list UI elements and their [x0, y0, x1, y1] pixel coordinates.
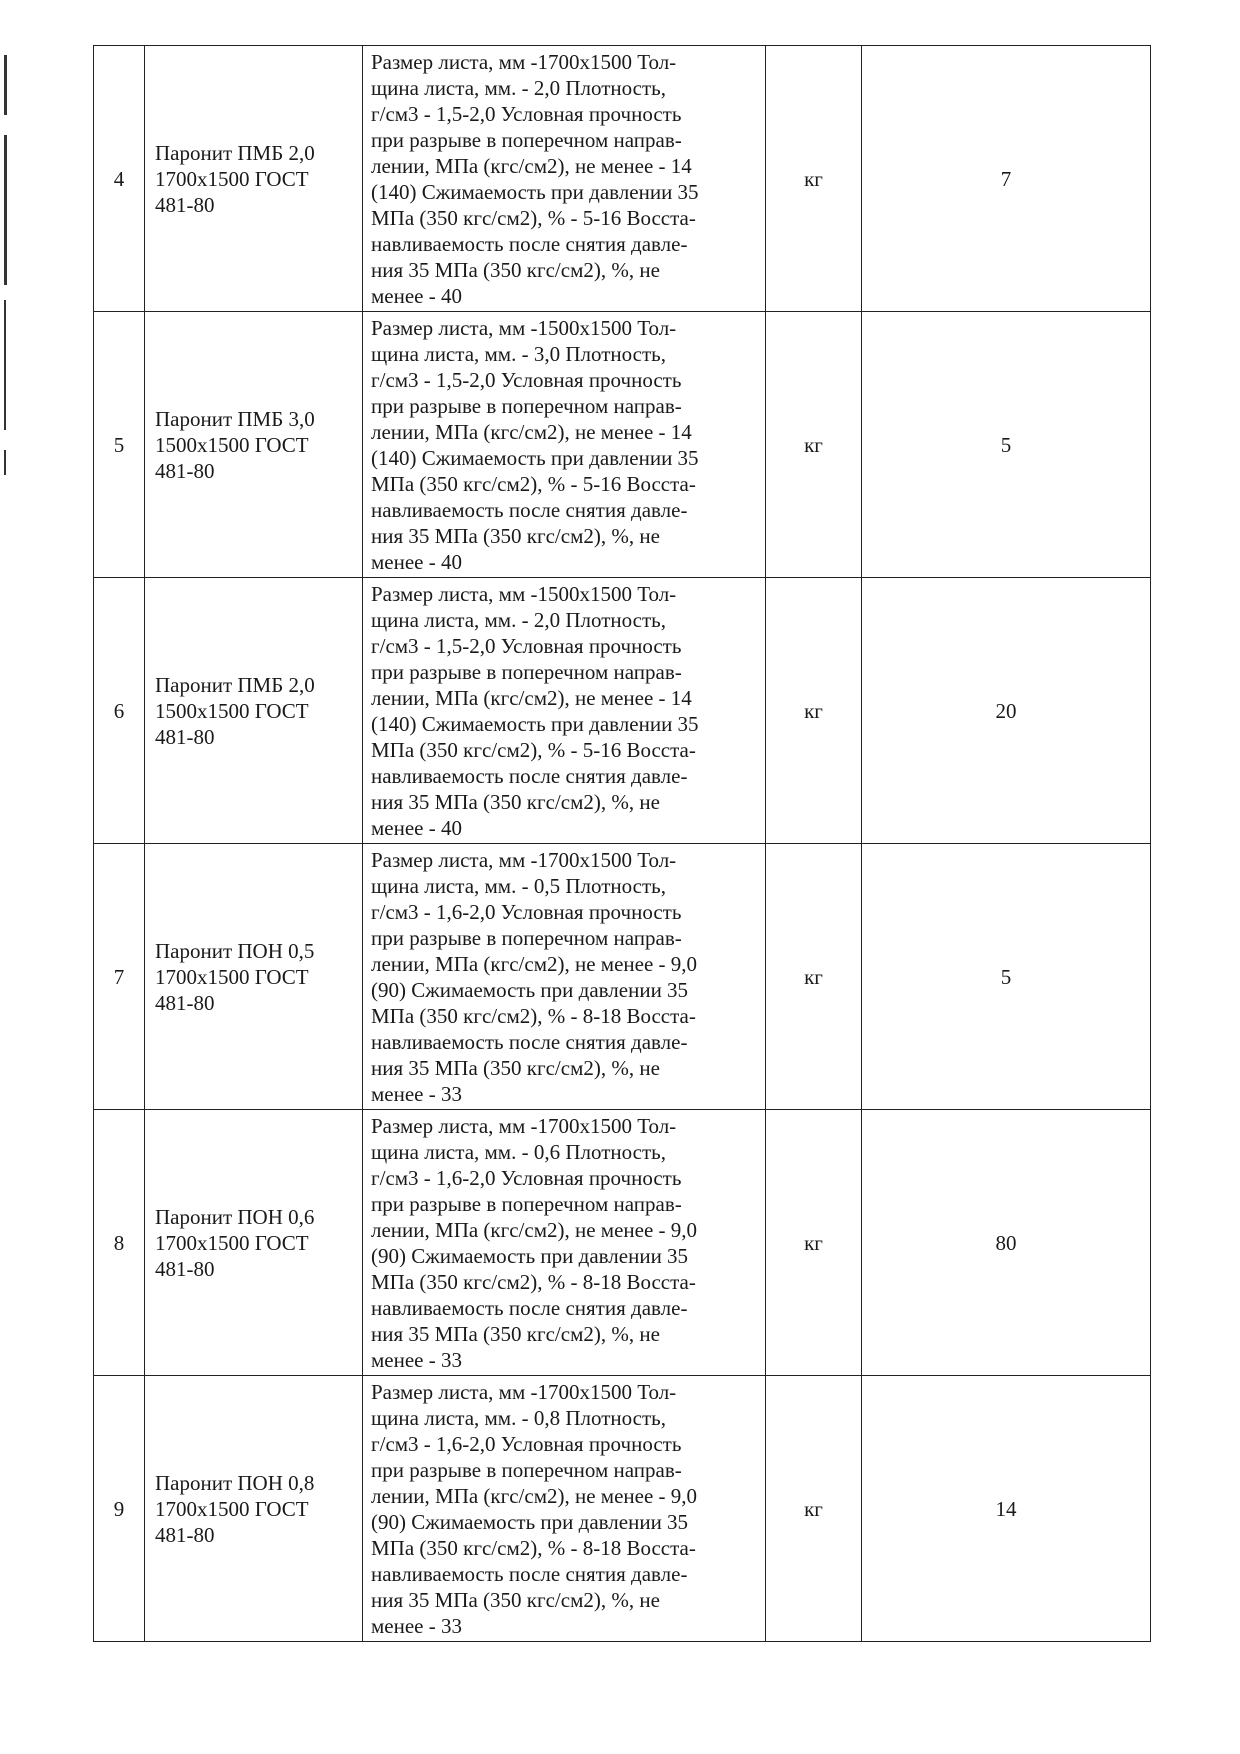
unit-cell: кг: [766, 1376, 862, 1642]
materials-table: [93, 45, 1151, 1642]
specification-line: щина листа, мм. - 0,6 Плотность,: [371, 1139, 666, 1164]
item-name-cell: [145, 312, 363, 578]
item-name-line: 1700х1500 ГОСТ: [155, 964, 309, 989]
item-name-line: 481-80: [155, 192, 215, 217]
specification-line: навливаемость после снятия давле-: [371, 1561, 688, 1586]
specification-line: г/см3 - 1,5-2,0 Условная прочность: [371, 633, 682, 658]
scan-artifact: [4, 135, 7, 285]
item-name-line: 481-80: [155, 458, 215, 483]
specification-line: щина листа, мм. - 0,5 Плотность,: [371, 873, 666, 898]
unit-cell: кг: [766, 844, 862, 1110]
specification-line: (140) Сжимаемость при давлении 35: [371, 445, 699, 470]
item-specification-cell: [363, 312, 766, 578]
scan-artifact: [4, 55, 7, 115]
item-specification-cell: [363, 844, 766, 1110]
item-name-line: 1700х1500 ГОСТ: [155, 1496, 309, 1521]
specification-line: менее - 40: [371, 283, 462, 308]
quantity-cell: 20: [862, 578, 1151, 844]
specification-line: при разрыве в поперечном направ-: [371, 659, 682, 684]
item-name-line: Паронит ПОН 0,5: [155, 938, 315, 963]
table-row: [94, 1376, 1151, 1642]
specification-line: менее - 33: [371, 1613, 462, 1638]
unit-cell: кг: [766, 312, 862, 578]
item-name-line: 1700х1500 ГОСТ: [155, 166, 309, 191]
item-specification-cell: [363, 578, 766, 844]
specification-line: г/см3 - 1,6-2,0 Условная прочность: [371, 1431, 682, 1456]
specification-line: лении, МПа (кгс/см2), не менее - 14: [371, 685, 692, 710]
specification-line: Размер листа, мм -1700х1500 Тол-: [371, 49, 677, 74]
specification-line: ния 35 МПа (350 кгс/см2), %, не: [371, 1587, 660, 1612]
specification-line: навливаемость после снятия давле-: [371, 763, 688, 788]
item-name-line: 1500х1500 ГОСТ: [155, 432, 309, 457]
item-specification-cell: [363, 1376, 766, 1642]
quantity-cell: 14: [862, 1376, 1151, 1642]
item-name-line: 481-80: [155, 1522, 215, 1547]
specification-line: ния 35 МПа (350 кгс/см2), %, не: [371, 257, 660, 282]
specification-line: навливаемость после снятия давле-: [371, 497, 688, 522]
specification-line: при разрыве в поперечном направ-: [371, 925, 682, 950]
specification-line: менее - 40: [371, 549, 462, 574]
table-row: [94, 46, 1151, 312]
specification-line: МПа (350 кгс/см2), % - 8-18 Восста-: [371, 1535, 696, 1560]
specification-line: менее - 33: [371, 1081, 462, 1106]
item-name-line: 481-80: [155, 1256, 215, 1281]
specification-line: Размер листа, мм -1700х1500 Тол-: [371, 1379, 677, 1404]
item-name-line: 481-80: [155, 990, 215, 1015]
specification-line: щина листа, мм. - 0,8 Плотность,: [371, 1405, 666, 1430]
specification-line: лении, МПа (кгс/см2), не менее - 9,0: [371, 951, 698, 976]
specification-line: лении, МПа (кгс/см2), не менее - 14: [371, 153, 692, 178]
specification-line: щина листа, мм. - 2,0 Плотность,: [371, 607, 666, 632]
unit-cell: кг: [766, 578, 862, 844]
specification-line: щина листа, мм. - 2,0 Плотность,: [371, 75, 666, 100]
specification-line: (140) Сжимаемость при давлении 35: [371, 179, 699, 204]
specification-line: (90) Сжимаемость при давлении 35: [371, 1243, 689, 1268]
item-name-line: Паронит ПМБ 3,0: [155, 406, 315, 431]
specification-line: лении, МПа (кгс/см2), не менее - 9,0: [371, 1217, 698, 1242]
row-number: 6: [94, 578, 145, 844]
materials-table-body: [94, 46, 1151, 1642]
specification-line: при разрыве в поперечном направ-: [371, 393, 682, 418]
quantity-cell: 7: [862, 46, 1151, 312]
table-row: [94, 312, 1151, 578]
item-name-cell: [145, 578, 363, 844]
item-name-line: Паронит ПМБ 2,0: [155, 140, 315, 165]
item-name-line: 1500х1500 ГОСТ: [155, 698, 309, 723]
row-number: 4: [94, 46, 145, 312]
specification-line: при разрыве в поперечном направ-: [371, 1457, 682, 1482]
specification-line: г/см3 - 1,5-2,0 Условная прочность: [371, 101, 682, 126]
specification-line: Размер листа, мм -1700х1500 Тол-: [371, 1113, 677, 1138]
table-row: [94, 844, 1151, 1110]
specification-line: при разрыве в поперечном направ-: [371, 127, 682, 152]
specification-line: ния 35 МПа (350 кгс/см2), %, не: [371, 789, 660, 814]
unit-cell: кг: [766, 46, 862, 312]
specification-line: навливаемость после снятия давле-: [371, 231, 688, 256]
specification-line: навливаемость после снятия давле-: [371, 1029, 688, 1054]
scan-artifact: [4, 450, 6, 475]
specification-line: ния 35 МПа (350 кгс/см2), %, не: [371, 1055, 660, 1080]
specification-line: Размер листа, мм -1500х1500 Тол-: [371, 315, 677, 340]
specification-line: ния 35 МПа (350 кгс/см2), %, не: [371, 523, 660, 548]
specification-line: Размер листа, мм -1500х1500 Тол-: [371, 581, 677, 606]
specification-line: лении, МПа (кгс/см2), не менее - 14: [371, 419, 692, 444]
item-name-line: 1700х1500 ГОСТ: [155, 1230, 309, 1255]
specification-line: МПа (350 кгс/см2), % - 8-18 Восста-: [371, 1003, 696, 1028]
item-name-cell: [145, 1376, 363, 1642]
specification-line: МПа (350 кгс/см2), % - 5-16 Восста-: [371, 737, 696, 762]
specification-line: (90) Сжимаемость при давлении 35: [371, 1509, 689, 1534]
specification-line: ния 35 МПа (350 кгс/см2), %, не: [371, 1321, 660, 1346]
table-row: [94, 578, 1151, 844]
item-name-line: 481-80: [155, 724, 215, 749]
specification-line: г/см3 - 1,6-2,0 Условная прочность: [371, 899, 682, 924]
specification-line: менее - 40: [371, 815, 462, 840]
item-name-line: Паронит ПОН 0,6: [155, 1204, 315, 1229]
item-name-cell: [145, 46, 363, 312]
row-number: 7: [94, 844, 145, 1110]
item-name-line: Паронит ПМБ 2,0: [155, 672, 315, 697]
item-specification-cell: [363, 1110, 766, 1376]
specification-line: г/см3 - 1,5-2,0 Условная прочность: [371, 367, 682, 392]
specification-line: МПа (350 кгс/см2), % - 8-18 Восста-: [371, 1269, 696, 1294]
quantity-cell: 5: [862, 844, 1151, 1110]
specification-line: лении, МПа (кгс/см2), не менее - 9,0: [371, 1483, 698, 1508]
specification-line: щина листа, мм. - 3,0 Плотность,: [371, 341, 666, 366]
specification-line: Размер листа, мм -1700х1500 Тол-: [371, 847, 677, 872]
quantity-cell: 80: [862, 1110, 1151, 1376]
specification-line: г/см3 - 1,6-2,0 Условная прочность: [371, 1165, 682, 1190]
specification-line: (140) Сжимаемость при давлении 35: [371, 711, 699, 736]
item-specification-cell: [363, 46, 766, 312]
specification-line: МПа (350 кгс/см2), % - 5-16 Восста-: [371, 471, 696, 496]
specification-line: (90) Сжимаемость при давлении 35: [371, 977, 689, 1002]
scan-artifact: [4, 300, 6, 430]
table-row: [94, 1110, 1151, 1376]
specification-line: менее - 33: [371, 1347, 462, 1372]
specification-line: при разрыве в поперечном направ-: [371, 1191, 682, 1216]
row-number: 9: [94, 1376, 145, 1642]
specification-line: навливаемость после снятия давле-: [371, 1295, 688, 1320]
item-name-cell: [145, 1110, 363, 1376]
quantity-cell: 5: [862, 312, 1151, 578]
row-number: 8: [94, 1110, 145, 1376]
item-name-line: Паронит ПОН 0,8: [155, 1470, 315, 1495]
row-number: 5: [94, 312, 145, 578]
item-name-cell: [145, 844, 363, 1110]
specification-line: МПа (350 кгс/см2), % - 5-16 Восста-: [371, 205, 696, 230]
unit-cell: кг: [766, 1110, 862, 1376]
